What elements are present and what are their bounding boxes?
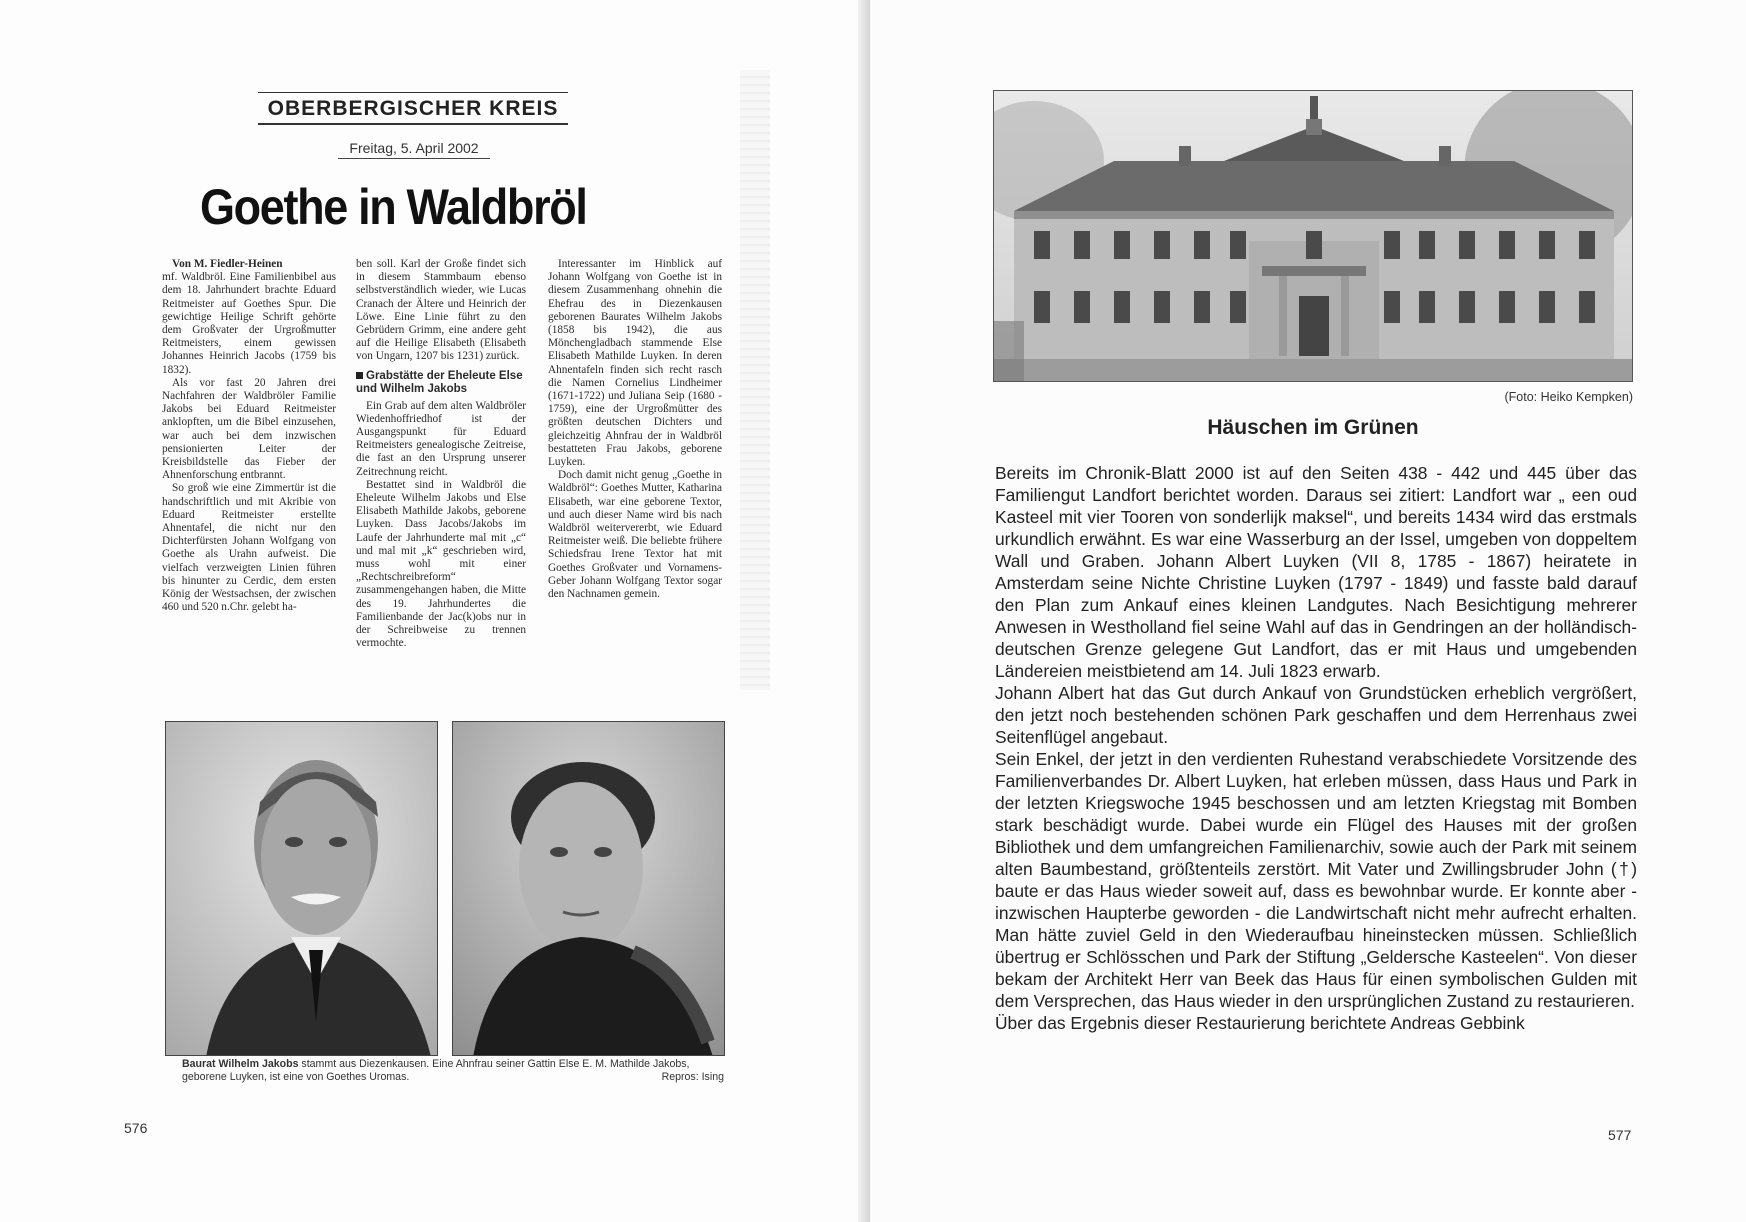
byline: Von M. Fiedler-Heinen [172,258,283,270]
paragraph: Johann Albert hat das Gut durch Ankauf von Grundstücken erheblich vergrößert, den jetzt noch bestehenden schönen Park geschaffen und dem Herrenhaus zwei Seitenflügel angebaut. [995,683,1637,747]
portrait-photo-man [165,721,438,1056]
article-column-1 [162,258,336,614]
subheading-text: Grabstätte der Eheleute Else und Wilhelm Jakobs [356,369,523,395]
bleed-through-text [740,70,770,690]
portrait-photo-woman [452,721,725,1056]
photo-credit: (Foto: Heiko Kempken) [1504,390,1633,404]
photo-caption [182,1058,724,1084]
paragraph: ben soll. Karl der Große findet sich in diesem Stammbaum ebenso selbstverständlich wieder, wie Lucas Cranach der Ältere und Heinrich der Löwe. Eine Linie führt zu den Gebrüdern Grimm, eine andere geht auf die Heilige Elisabeth (Elisabeth von Ungarn, 1207 bis 1231) zurück. [356,258,526,363]
paragraph: Als vor fast 20 Jahren drei Nachfahren der Waldbröler Familie Jakobs bei Eduard Reitmeister anklopften, um die Bibel einzusehen, war auch bei dem inzwischen pensionierten Leiter der Kreisbildstelle das Fieber der Ahnenforschung entbrannt. [162,376,336,482]
paragraph: Über das Ergebnis dieser Restaurierung berichtete Andreas Gebbink [995,1013,1525,1033]
paragraph: Sein Enkel, der jetzt in den verdienten Ruhestand verabschiedete Vorsitzende des Familienverbandes Dr. Albert Luyken, hat erleben müssen, dass Haus und Park in der letzten Kriegswoche 1945 beschossen und am letzten Kriegstag mit Bomben stark beschädigt wurde. Dabei wurde ein Flügel des Hauses mit der großen Bibliothek und dem umfangreichen Familienarchiv, sowie auch der Park mit seinem alten Baumbestand, größtenteils zerstört. Mit Vater und Zwillingsbruder John (†) baute er das Haus wieder soweit auf, dass es bewohnbar wurde. Er konnte aber - inzwischen Haupterbe geworden - die Landwirtschaft nicht mehr aufrecht erhalten. Man hätte zuviel Geld in den Wiederaufbau hineinstecken müssen. Schließlich übertrug er Schlösschen und Park der Stiftung „Geldersche Kasteelen“. Von dieser bekam der Architekt Herr van Beek das Haus für einen symbolischen Gulden mit dem Versprechen, das Haus wieder in den ursprünglichen Zustand zu restaurieren. [995,749,1637,1011]
left-page [0,0,870,1222]
paragraph: So groß wie eine Zimmertür ist die handschriftlich und mit Akribie von Eduard Reitmeister erstellte Ahnentafel, die nicht nur den Dichterfürsten Johann Wolfgang von Goethe als Urahn aufweist. Die vielfach verzweigten Linien führen bis hinunter zu Cerdic, dem ersten König der Westsachsen, der zwischen 460 und 520 n.Chr. gelebt ha- [162,482,336,614]
paragraph: Bereits im Chronik-Blatt 2000 ist auf den Seiten 438 - 442 und 445 über das Familiengut Landfort berichtet worden. Daraus sei zitiert: Landfort war „ een oud Kasteel mit vier Tooren von sonderlijk maksel“, und bereits 1434 wird das erstmals urkundlich erwähnt. Es war eine Wasserburg an der Issel, umgeben von doppeltem Wall und Graben. Johann Albert Luyken (VII 8, 1785 - 1867) heiratete in Amsterdam seine Nichte Christine Luyken (1797 - 1849) und fasste bald darauf den Plan zum Ankauf eines kleinen Landgutes. Nach Besichtigung mehrerer Anwesen in Westholland fiel seine Wahl auf das in Gendringen an der holländisch-deutschen Grenze gelegene Gut Landfort, das er mit Haus und umgebenden Ländereien meistbietend am 14. Juli 1823 erwarb. [995,463,1637,681]
body-text [995,462,1637,1034]
paragraph: mf. Waldbröl. Eine Familienbibel aus dem 18. Jahrhundert brachte Eduard Reitmeister auf Goethes Spur. Die gewichtige Heilige Schrift gehörte dem Großvater der Urgroßmutter Reitmeisters, einem gewissen Johannes Heinrich Jacobs (1759 bis 1832). [162,271,336,376]
page-number-right: 577 [1608,1127,1632,1143]
paragraph: Ein Grab auf dem alten Waldbröler Wiedenhoffriedhof ist der Ausgangspunkt für Eduard Reitmeisters genealogische Zeitreise, die fast an den Ursprung unserer Zeitrechnung reicht. [356,399,526,478]
paragraph: Bestattet sind in Waldbröl die Eheleute Wilhelm Jakobs und Else Elisabeth Mathilde Jakobs, geborene Luyken. Dass Jacobs/Jakobs im Laufe der Jahrhunderte mal mit „c“ und mal mit „k“ geschrieben wird, muss wohl mit einer „Rechtschreibreform“ zusammengehangen haben, die Mitte des 19. Jahrhundertes die Familienbande der Jac(k)obs nur in der Schreibweise zu trennen vermochte. [356,478,526,650]
section-label: OBERBERGISCHER KREIS [258,92,568,125]
article-date: Freitag, 5. April 2002 [338,140,490,159]
right-page [870,0,1746,1222]
paragraph: Doch damit nicht genug „Goethe in Waldbröl“: Goethes Mutter, Katharina Elisabeth, war eine geborene Textor, und auch dieser Name wird bis nach Waldbröl weitervererbt, wie Eduard Reitmeister weiß. Die beliebte frühere Schiedsfrau Irene Textor hat mit Goethes Großvater und Vornamens-Geber Johann Wolfgang Textor sogar den Nachnamen gemein. [548,469,722,601]
bullet-square-icon [356,372,363,379]
section-title: Häuschen im Grünen [1207,416,1419,439]
paragraph: Interessanter im Hinblick auf Johann Wolfgang von Goethe ist in diesem Zusammenhang ohnehin die Ehefrau des in Diezenkausen geborenen Baurates Wilhelm Jakobs (1858 bis 1942), die aus Mönchengladbach stammende Else Elisabeth Mathilde Luyken. In deren Ahnentafeln finden sich recht rasch die Namen Cornelius Lindheimer (1671-1722) und Juliana Seip (1680 - 1759), eine der Urgroßmütter des größten deutschen Dichters und gleichzeitig Ahnfrau der in Waldbröl bestatteten Frau Jakobs, geborene Luyken. [548,258,722,469]
article-column-3 [548,258,722,601]
manor-house-photo [993,90,1633,382]
caption-credit: Repros: Ising [661,1071,724,1083]
article-column-2 [356,258,526,650]
subheading [356,370,526,396]
caption-text: stammt aus Diezenkausen. Eine Ahnfrau seiner Gattin Else E. M. Mathilde Jakobs, geborene Luyken, ist eine von Goethes Uromas. [182,1058,690,1083]
page-number-left: 576 [124,1120,148,1136]
caption-lead: Baurat Wilhelm Jakobs [182,1058,299,1070]
article-headline: Goethe in Waldbröl [200,179,587,235]
